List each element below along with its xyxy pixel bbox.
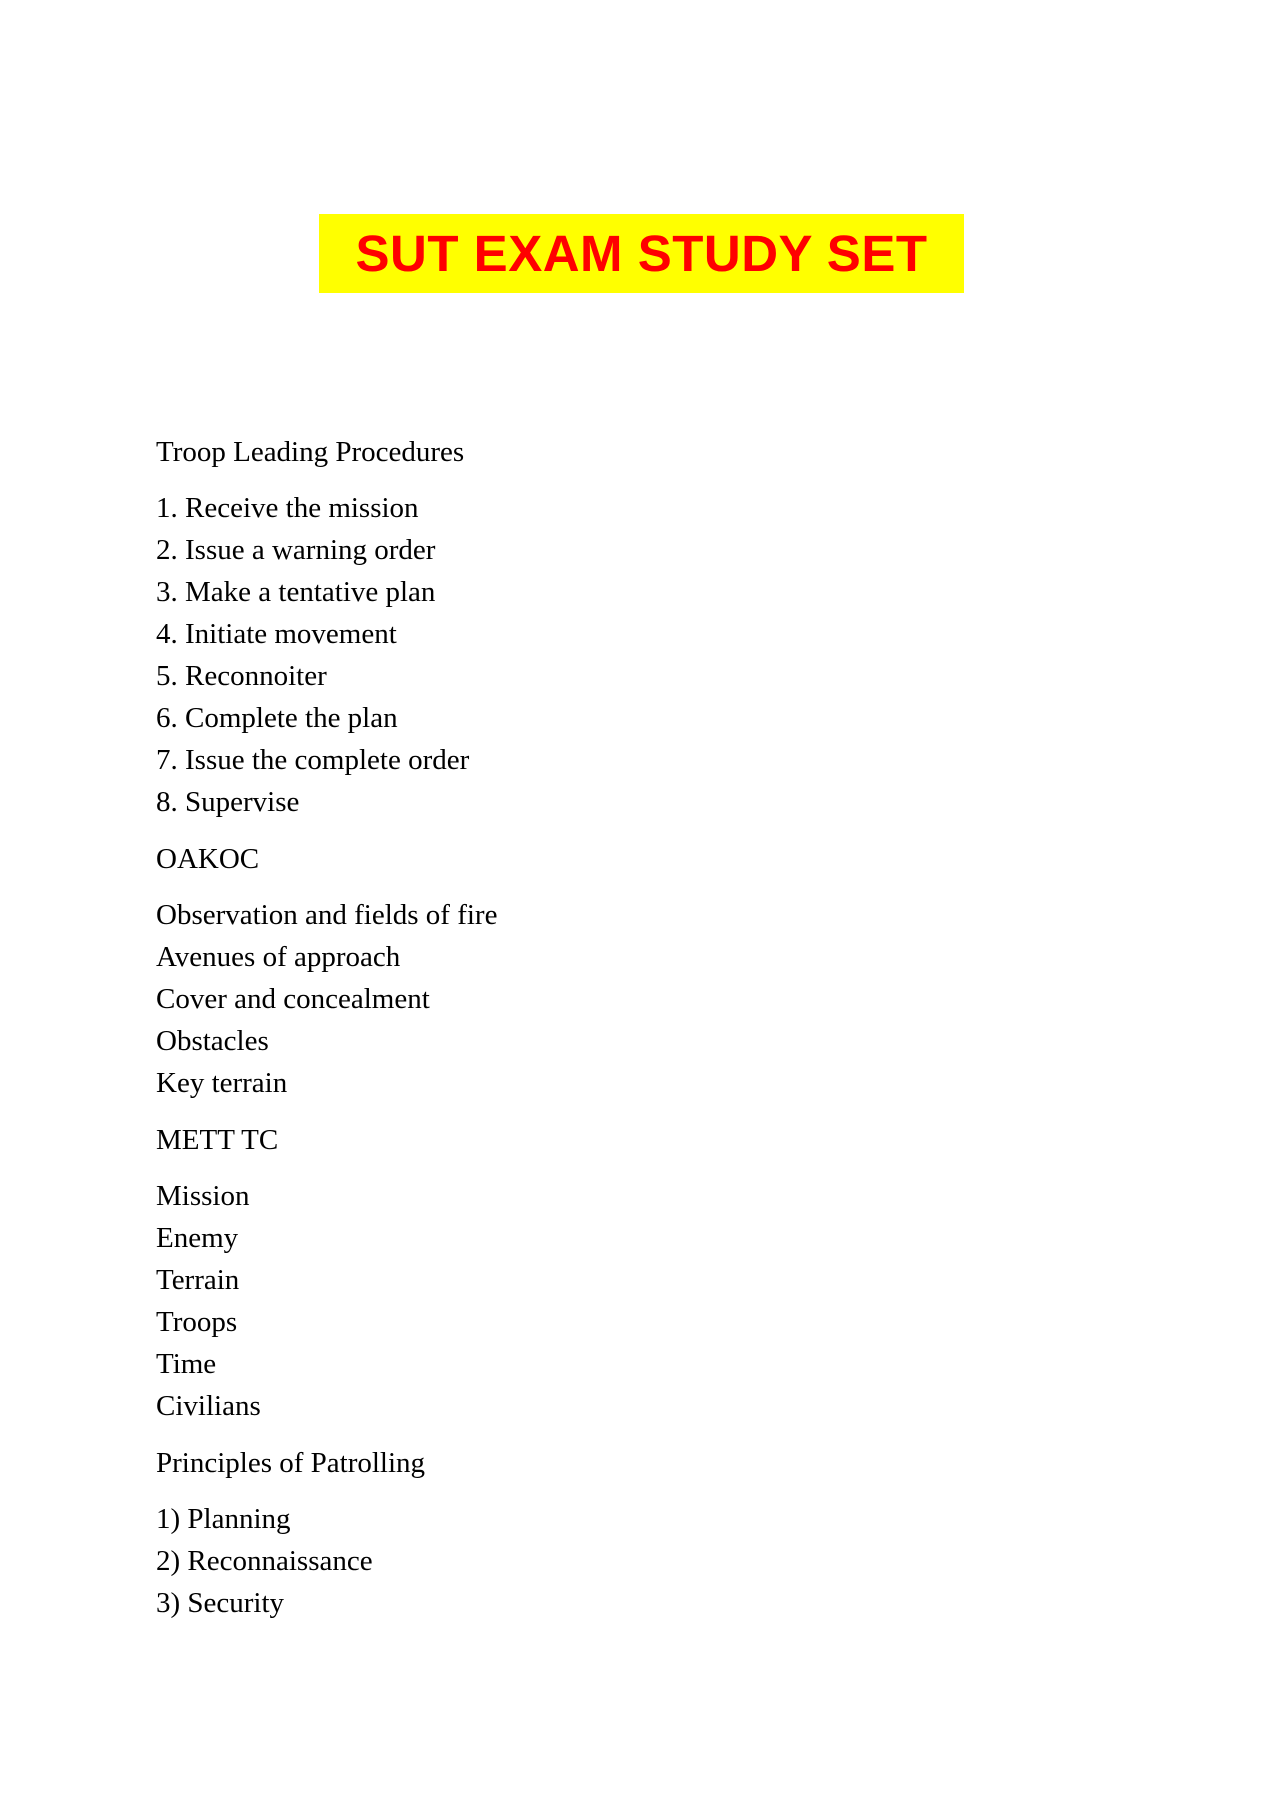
section-list [156,1175,1156,1427]
document-body [156,433,1156,1641]
list-item: 7. Issue the complete order [156,744,470,776]
list-item: 8. Supervise [156,786,300,818]
list-item: Cover and concealment [156,983,430,1015]
list-item: 1. Receive the mission [156,492,419,524]
list-item: Enemy [156,1222,239,1254]
list-item: 5. Reconnoiter [156,660,327,692]
list-item: Observation and fields of fire [156,899,498,931]
list-item: Troops [156,1306,238,1338]
section-list [156,1498,1156,1624]
list-item: Terrain [156,1264,240,1296]
section-list [156,487,1156,823]
list-item: 6. Complete the plan [156,702,398,734]
list-item: Avenues of approach [156,941,401,973]
list-item: Time [156,1348,217,1380]
list-item: Key terrain [156,1067,288,1099]
section-heading: Principles of Patrolling [156,1447,426,1479]
page-title: SUT EXAM STUDY SET [355,225,928,282]
section-heading: Troop Leading Procedures [156,436,465,468]
section-mett-tc [156,1121,1156,1427]
list-item: Civilians [156,1390,261,1422]
list-item: Obstacles [156,1025,269,1057]
list-item: Mission [156,1180,250,1212]
section-principles-of-patrolling [156,1444,1156,1624]
list-item: 2) Reconnaissance [156,1545,373,1577]
section-list [156,894,1156,1104]
list-item: 3) Security [156,1587,285,1619]
section-heading: METT TC [156,1124,279,1156]
section-oakoc [156,840,1156,1104]
list-item: 2. Issue a warning order [156,534,436,566]
section-troop-leading-procedures [156,433,1156,823]
list-item: 4. Initiate movement [156,618,397,650]
title-banner [319,214,964,293]
section-heading: OAKOC [156,843,260,875]
list-item: 3. Make a tentative plan [156,576,436,608]
list-item: 1) Planning [156,1503,291,1535]
